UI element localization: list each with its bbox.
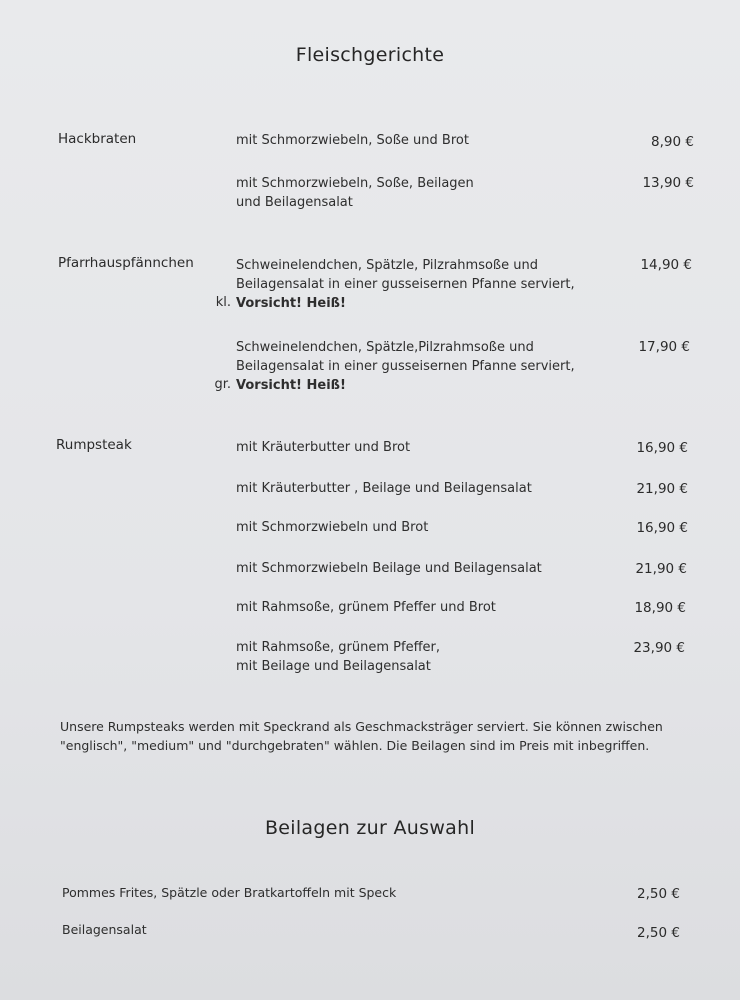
dish-price: 16,90 € — [636, 440, 688, 456]
dish-name-hackbraten: Hackbraten — [58, 131, 137, 147]
dish-desc: mit Kräuterbutter und Brot — [236, 440, 411, 455]
dish-desc: mit Schmorzwiebeln, Soße, Beilagen und Beilagensalat — [236, 176, 474, 210]
section-title-meat: Fleischgerichte — [295, 44, 445, 66]
dish-desc: mit Schmorzwiebeln und Brot — [236, 520, 429, 535]
section-title-sides: Beilagen zur Auswahl — [264, 817, 476, 839]
dish-desc-text: Schweinelendchen, Spätzle, Pilzrahmsoße und Beilagensalat in einer gusseisernen Pfanne serviert, — [236, 258, 575, 292]
side-name: Pommes Frites, Spätzle oder Bratkartoffeln mit Speck — [62, 885, 397, 900]
dish-price: 21,90 € — [636, 481, 688, 497]
hot-warning: Vorsicht! Heiß! — [236, 378, 346, 393]
dish-price: 21,90 € — [635, 561, 687, 577]
dish-name-pfarrhauspfaennchen: Pfarrhauspfännchen — [58, 255, 194, 271]
dish-desc: mit Rahmsoße, grünem Pfeffer, mit Beilage und Beilagensalat — [236, 640, 441, 674]
dish-desc: mit Schmorzwiebeln, Soße und Brot — [236, 133, 469, 148]
side-name: Beilagensalat — [62, 922, 147, 937]
size-label-large: gr. — [214, 377, 231, 392]
dish-desc — [236, 256, 575, 313]
side-price: 2,50 € — [637, 925, 680, 941]
dish-desc: mit Schmorzwiebeln Beilage und Beilagensalat — [236, 561, 542, 576]
side-price: 2,50 € — [637, 886, 680, 902]
dish-price: 17,90 € — [638, 339, 690, 355]
dish-desc — [236, 338, 575, 395]
dish-price: 18,90 € — [634, 600, 686, 616]
dish-price: 13,90 € — [642, 175, 694, 191]
dish-desc: mit Kräuterbutter , Beilage und Beilagensalat — [236, 481, 532, 496]
hot-warning: Vorsicht! Heiß! — [236, 296, 346, 311]
dish-price: 8,90 € — [651, 134, 694, 150]
dish-desc: mit Rahmsoße, grünem Pfeffer und Brot — [236, 600, 496, 615]
dish-price: 23,90 € — [633, 640, 685, 656]
rumpsteak-note: Unsere Rumpsteaks werden mit Speckrand als Geschmacksträger serviert. Sie können zwischen "englisch", "medium" und "durchgebraten" wählen. Die Beilagen sind im Preis mit inbegriffen. — [60, 719, 663, 753]
dish-desc-text: Schweinelendchen, Spätzle,Pilzrahmsoße und Beilagensalat in einer gusseisernen Pfanne serviert, — [236, 340, 575, 374]
dish-price: 16,90 € — [636, 520, 688, 536]
size-label-small: kl. — [215, 295, 231, 310]
dish-price: 14,90 € — [640, 257, 692, 273]
dish-name-rumpsteak: Rumpsteak — [56, 437, 132, 453]
